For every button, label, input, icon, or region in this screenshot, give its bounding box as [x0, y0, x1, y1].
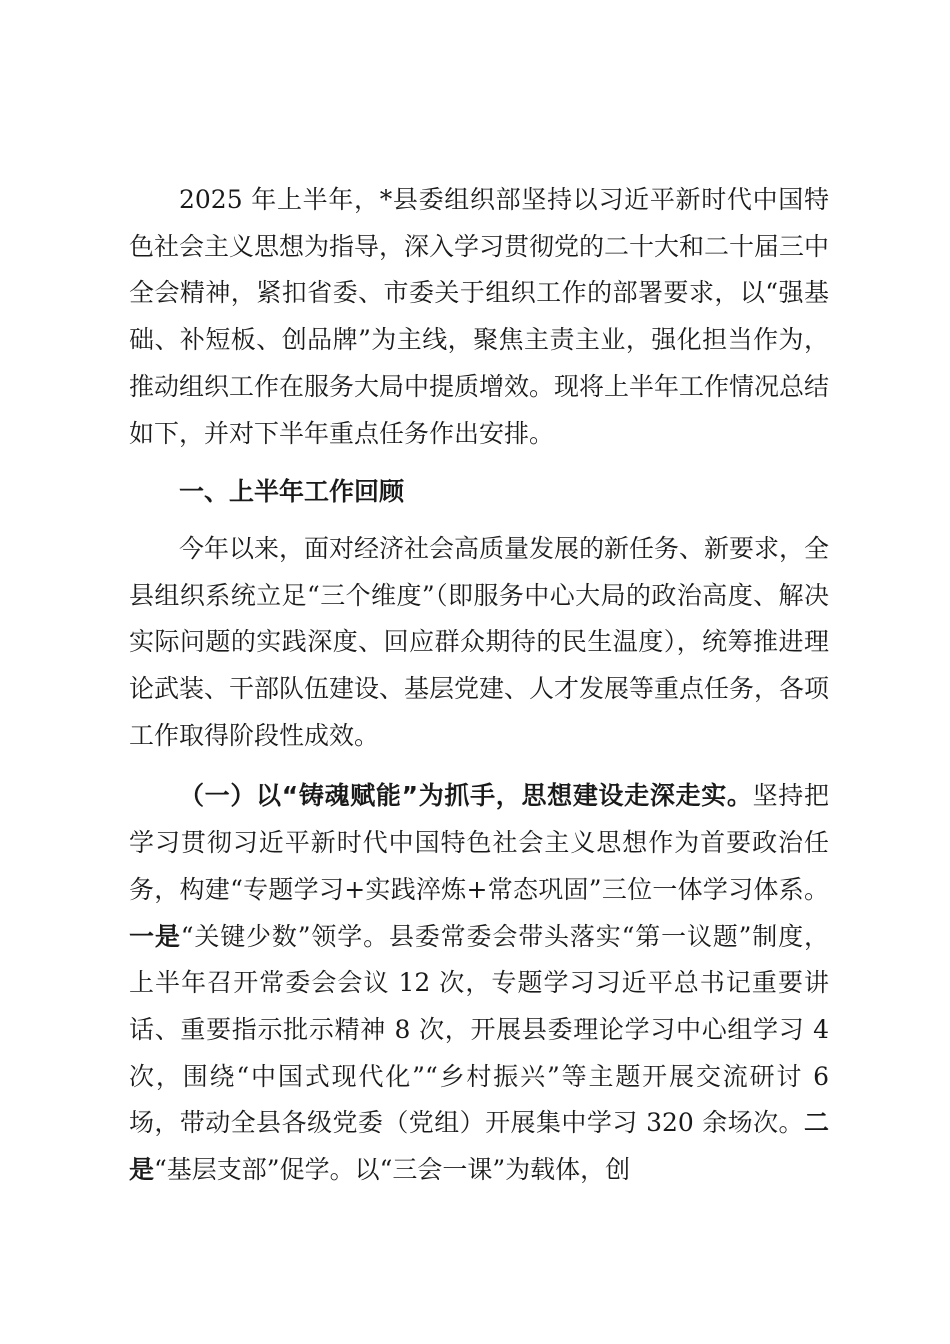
subsection-paragraph: [129, 773, 829, 1193]
subsection-text-1: 坚持把学习贯彻习近平新时代中国特色社会主义思想作为首要政治任务，构建“专题学习+实践淬炼+常态巩固”三位一体学习体系。: [129, 781, 829, 904]
point-marker-2: 二是: [129, 1108, 829, 1185]
subsection-text-2: “关键少数”领学。县委常委会带头落实“第一议题”制度，上半年召开常委会会议 12 次，专题学习习近平总书记重要讲话、重要指示批示精神 8 次，开展县委理论学习中心组学习 4 次，围绕“中国式现代化”“乡村振兴”等主题开展交流研讨 6 场，带动全县各级党委（党组）开展集中学习 320 余场次。: [129, 921, 829, 1138]
point-marker-1: 一是: [129, 921, 181, 951]
section-heading: 一、上半年工作回顾: [179, 477, 405, 507]
review-paragraph: 今年以来，面对经济社会高质量发展的新任务、新要求，全县组织系统立足“三个维度”（即服务中心大局的政治高度、解决实际问题的实践深度、回应群众期待的民生温度），统筹推进理论武装、干部队伍建设、基层党建、人才发展等重点任务，各项工作取得阶段性成效。: [129, 533, 830, 750]
subsection-lead: （一）以“铸魂赋能”为抓手，思想建设走深走实。: [179, 781, 753, 811]
intro-paragraph: 2025 年上半年，*县委组织部坚持以习近平新时代中国特色社会主义思想为指导，深入学习贯彻党的二十大和二十届三中全会精神，紧扣省委、市委关于组织工作的部署要求，以“强基础、补短板、创品牌”为主线，聚焦主责主业，强化担当作为，推动组织工作在服务大局中提质增效。现将上半年工作情况总结如下，并对下半年重点任务作出安排。: [129, 185, 830, 448]
subsection-text-3: “基层支部”促学。以“三会一课”为载体，创: [154, 1155, 631, 1185]
document-body: [129, 177, 829, 1194]
